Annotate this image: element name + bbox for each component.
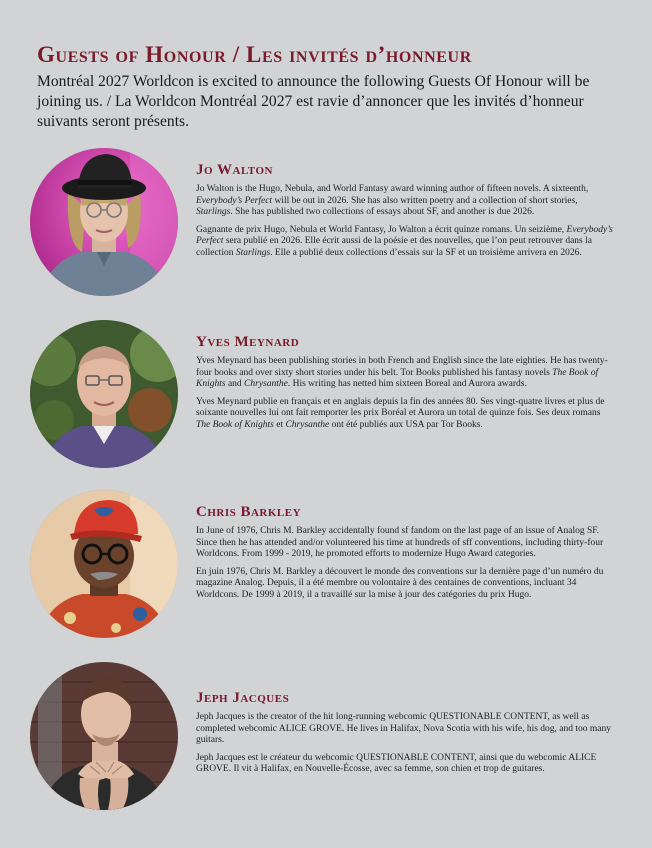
book-title: Starlings (235, 247, 271, 258)
bio-french: Yves Meynard publie en français et en anglais depuis la fin des années 80. Ses vingt-quatre livres et plus de soixante nouvelles lui ont fait remporter les prix Boréal et Aurora un total de quinze fois. Ses deux romans The Book of Knights et Chrysanthe ont été publiés aux USA par Tor Books. (196, 396, 605, 430)
book-title: Starlings (196, 207, 231, 217)
bio-jo-walton (196, 162, 616, 265)
bio-english: Jo Walton is the Hugo, Nebula, and World Fantasy award winning author of fifteen novels. A sixteenth, Everybody’s Perfect will be out in 2026. She has also written poetry and a collection of short stories, Starlings. She has published two collections of essays about SF, and another is due 2026. (196, 184, 589, 217)
book-title: Chrysanthe (244, 379, 288, 389)
portrait-yves-meynard (30, 320, 178, 468)
bio-chris-barkley (196, 504, 616, 607)
portrait-chris-barkley (30, 490, 178, 638)
book-title: Chrysanthe (285, 419, 330, 430)
bio-yves-meynard (196, 334, 616, 437)
bio-french: Jeph Jacques est le créateur du webcomic QUESTIONABLE CONTENT, ainsi que du webcomic ALICE GROVE. Il vit à Halifax, en Nouvelle-Écosse, avec sa femme, son chien et trop de guitares. (196, 752, 597, 774)
guest-name: Chris Barkley (196, 504, 302, 520)
intro-text: Montréal 2027 Worldcon is excited to announce the following Guests Of Honour will be joining us. / La Worldcon Montréal 2027 est ravie d’annoncer que les invités d’honneur suivants seront présents. (37, 73, 590, 130)
bio-english: Yves Meynard has been publishing stories in both French and English since the late eighties. He has twenty-four books and over sixty short stories under his belt. Tor Books published his fantasy novels The Book of Knights and Chrysanthe. His writing has netted him sixteen Boreal and Aurora awards. (196, 356, 608, 389)
book-title: Everybody’s Perfect (196, 195, 273, 206)
bio-french: Gagnante de prix Hugo, Nebula et World Fantasy, Jo Walton a écrit quinze romans. Un seizième, Everybody’s Perfect sera publié en 2026. Elle écrit aussi de la poésie et des nouvelles, que l’on peut retrouver dans la collection Starlings. Elle a publié deux collections d’essais sur la SF et un troisième arrivera en 2026. (196, 224, 613, 258)
bio-english: Jeph Jacques is the creator of the hit long-running webcomic QUESTIONABLE CONTENT, as well as completed webcomic ALICE GROVE. He lives in Halifax, Nova Scotia with his wife, his dog, and too many guitars. (196, 712, 612, 745)
guest-name: Jeph Jacques (196, 690, 290, 706)
bio-english: In June of 1976, Chris M. Barkley accidentally found sf fandom on the last page of an issue of Analog SF. Since then he has attended and/or volunteered his time at hundreds of sff conventions, including thirty-four Worldcons. From 1999 - 2019, he promoted efforts to modernize Hugo Award categories. (196, 526, 604, 559)
guest-name: Jo Walton (196, 162, 273, 178)
portrait-jo-walton (30, 148, 178, 296)
book-title: The Book of Knights (196, 367, 599, 389)
book-title: The Book of Knights (196, 419, 274, 430)
portrait-jeph-jacques (30, 662, 178, 810)
bio-jeph-jacques (196, 690, 616, 782)
bio-french: En juin 1976, Chris M. Barkley a découvert le monde des conventions sur la dernière page d’un numéro du magazine Analog. Depuis, il a été membre ou volontaire à des centaines de conventions, incluant 34 Worldcons. De 1999 à 2019, il a travaillé sur la mise à jour des catégories du prix Hugo. (196, 566, 604, 600)
guest-name: Yves Meynard (196, 334, 300, 350)
page-title: Guests of Honour / Les invités d’honneur (37, 42, 472, 67)
book-title: Everybody’s Perfect (196, 224, 613, 246)
